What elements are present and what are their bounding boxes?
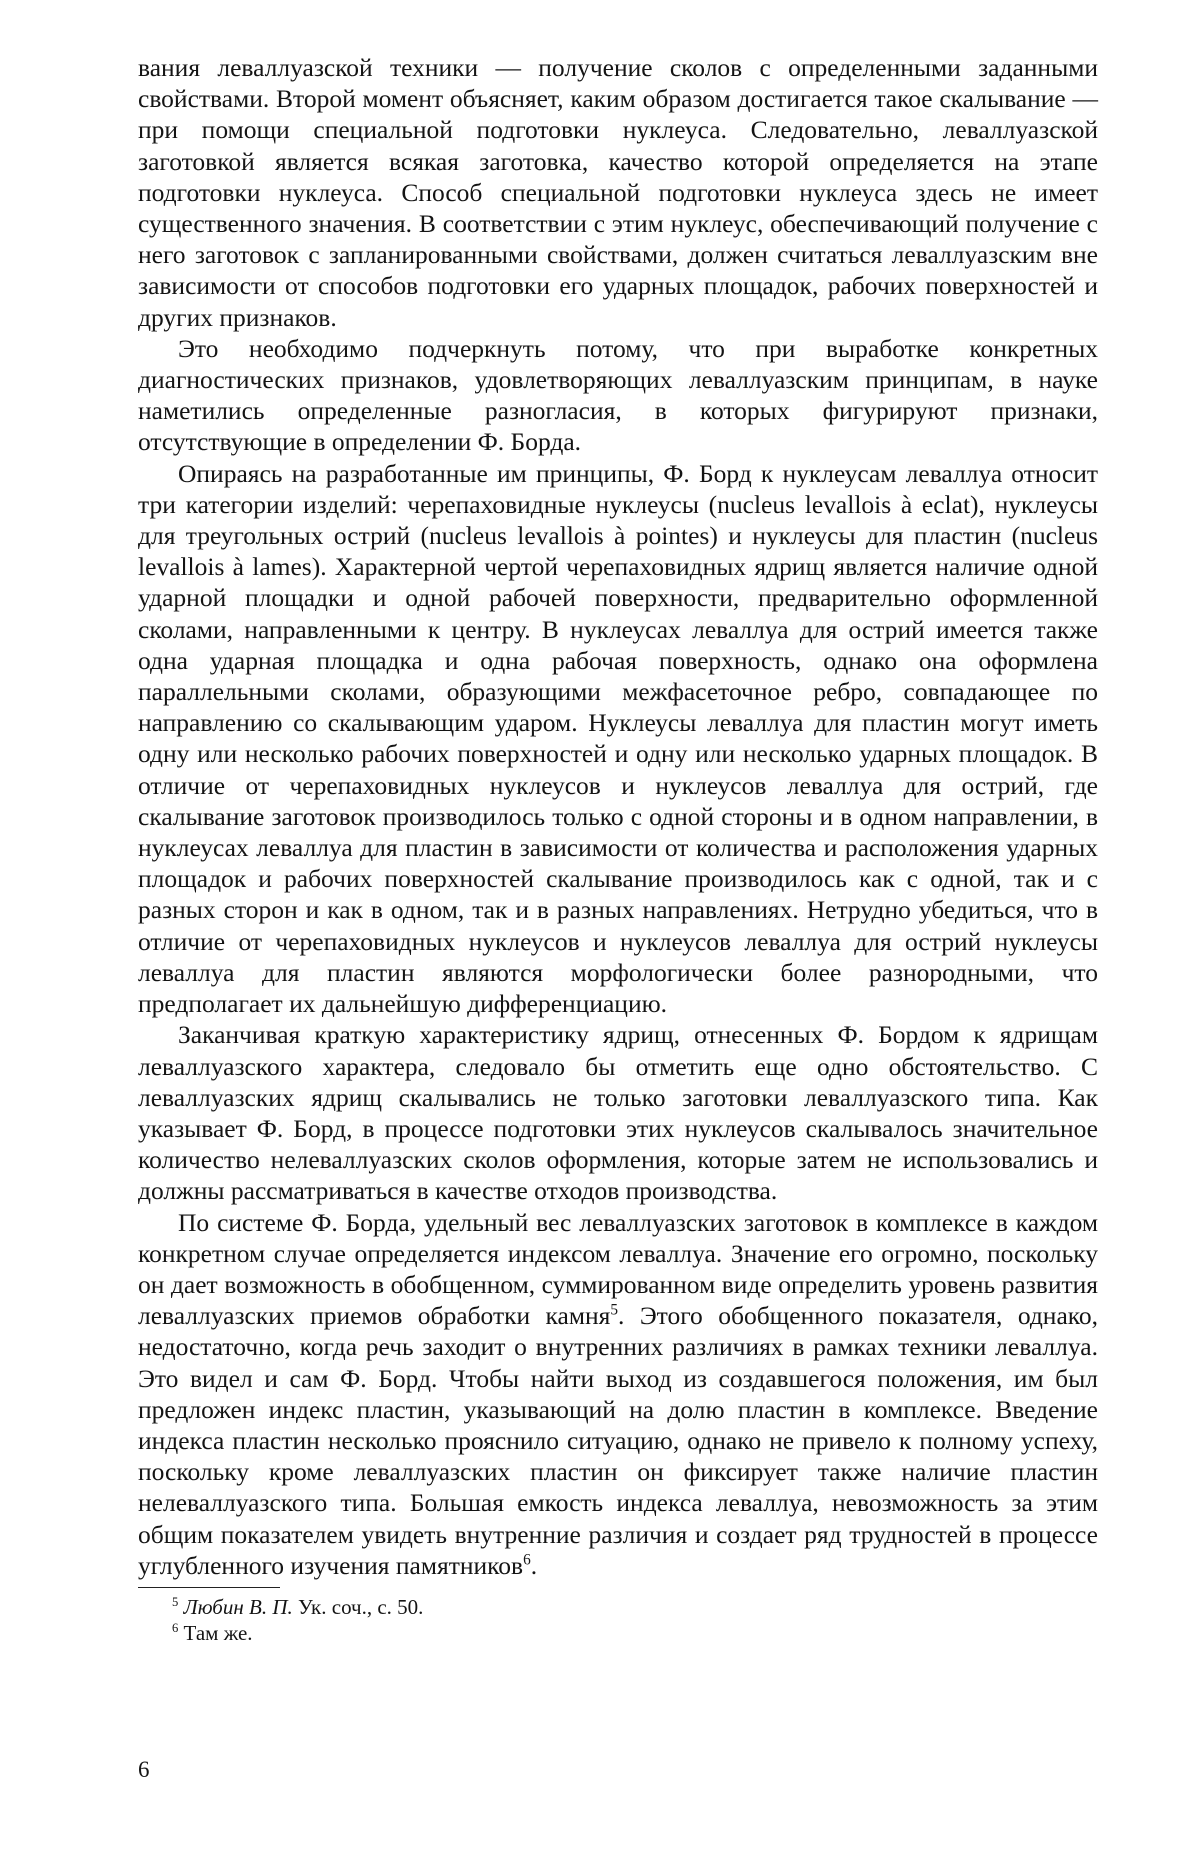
footnote-separator	[138, 1587, 280, 1588]
paragraph-2: Это необходимо подчеркнуть потому, что при выработке конкретных диагностических признаков, удовлетворяющих леваллуазским принципам, в науке наметились определенные разногласия, в которых фигурируют признаки, отсутствующие в определении Ф. Борда.	[138, 333, 1098, 457]
paragraph-5-text-end: .	[530, 1550, 538, 1580]
footnote-6	[138, 1620, 1098, 1646]
paragraph-5-text-b: . Этого обобщенного показателя, однако, недостаточно, когда речь заходит о внутренних различиях в рамках техники леваллуа. Это видел и сам Ф. Борд. Чтобы найти выход из создавшегося положения, им был предложен индекс пластин, указывающий на долю пластин в комплексе. Введение индекса пластин несколько прояснило ситуацию, однако не привело к полному успеху, поскольку кроме леваллуазских пластин он фиксирует также наличие пластин нелеваллуазского типа. Большая емкость индекса леваллуа, невозможность за этим общим показателем увидеть внутренние различия и создает ряд трудностей в процессе углубленного изучения памятников	[138, 1301, 1098, 1580]
footnote-text: Там же.	[183, 1620, 253, 1645]
footnote-author: Любин В. П.	[183, 1594, 293, 1619]
footnote-5	[138, 1594, 1098, 1620]
paragraph-4: Заканчивая краткую характеристику ядрищ, отнесенных Ф. Бордом к ядрищам леваллуазского характера, следовало бы отметить еще одно обстоятельство. С леваллуазских ядрищ скалывались не только заготовки леваллуазского типа. Как указывает Ф. Борд, в процессе подготовки этих нуклеусов скалывалось значительное количество нелеваллуазских сколов оформления, которые затем не использовались и должны рассматриваться в качестве отходов производства.	[138, 1020, 1098, 1206]
page-number: 6	[138, 1757, 150, 1782]
footnote-number: 5	[172, 1594, 179, 1609]
page-body	[138, 52, 1098, 1646]
footnote-number: 6	[172, 1620, 179, 1635]
paragraph-5	[138, 1207, 1098, 1581]
footnote-text: Ук. соч., с. 50.	[292, 1594, 424, 1619]
footnote-ref-5[interactable]: 5	[610, 1301, 619, 1319]
paragraph-1: вания леваллуазской техники — получение сколов с определенными заданными свойствами. Второй момент объясняет, каким образом достигается такое скалывание — при помощи специальной подготовки нуклеуса. Следовательно, леваллуазской заготовкой является всякая заготовка, качество которой определяется на этапе подготовки нуклеуса. Способ специальной подготовки нуклеуса здесь не имеет существенного значения. В соответствии с этим нуклеус, обеспечивающий получение с него заготовок с запланированными свойствами, должен считаться леваллуазским вне зависимости от способов подготовки его ударных площадок, рабочих поверхностей и других признаков.	[138, 53, 1098, 332]
paragraph-5-text-a: По системе Ф. Борда, удельный вес леваллуазских заготовок в комплексе в каждом конкретном случае определяется индексом леваллуа. Значение его огромно, поскольку он дает возможность в обобщенном, суммированном виде определить уровень развития леваллуазских приемов обработки камня	[138, 1207, 1098, 1331]
footnote-ref-6[interactable]: 6	[523, 1551, 531, 1569]
paragraph-3: Опираясь на разработанные им принципы, Ф. Борд к нуклеусам леваллуа относит три категории изделий: черепаховидные нуклеусы (nucleus levallois à eclat), нуклеусы для треугольных острий (nucleus levallois à pointes) и нуклеусы для пластин (nucleus levallois à lames). Характерной чертой черепаховидных ядрищ является наличие одной ударной площадки и одной рабочей поверхности, предварительно оформленной сколами, направленными к центру. В нуклеусах леваллуа для острий имеется также одна ударная площадка и одна рабочая поверхность, однако она оформлена параллельными сколами, образующими межфасеточное ребро, совпадающее по направлению со скалывающим ударом. Нуклеусы леваллуа для пластин могут иметь одну или несколько рабочих поверхностей и одну или несколько ударных площадок. В отличие от черепаховидных нуклеусов и нуклеусов леваллуа для острий, где скалывание заготовок производилось только с одной стороны и в одном направлении, в нуклеусах леваллуа для пластин в зависимости от количества и расположения ударных площадок и рабочих поверхностей скалывание производилось как с одной, так и с разных сторон и как в одном, так и в разных направлениях. Нетрудно убедиться, что в отличие от черепаховидных нуклеусов и нуклеусов леваллуа для острий нуклеусы леваллуа для пластин являются морфологически более разнородными, что предполагает их дальнейшую дифференциацию.	[138, 458, 1098, 1019]
